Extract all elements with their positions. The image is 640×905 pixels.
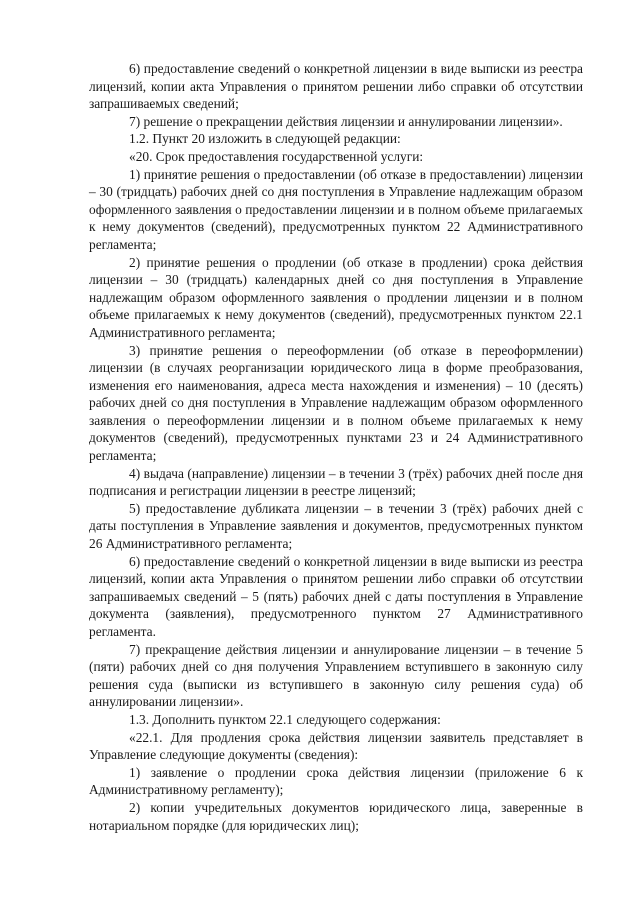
paragraph-20-item-7: 7) прекращение действия лицензии и аннулирование лицензии – в течение 5 (пяти) рабочих дней со дня получения Управлением вступившего в законную силу решения суда (выписки из вступившего в законную силу решения суда) об аннулировании лицензии». xyxy=(89,641,583,710)
paragraph-20-item-5: 5) предоставление дубликата лицензии – в течении 3 (трёх) рабочих дней с даты поступления в Управление заявления и документов, предусмотренных пунктом 26 Административного регламента; xyxy=(89,500,583,552)
paragraph-20-item-3: 3) принятие решения о переоформлении (об отказе в переоформлении) лицензии (в случаях реорганизации юридического лица в форме преобразования, изменения его наименования, адреса места нахождения и изменения) – 10 (десять) рабочих дней со дня поступления в Управление надлежащим образом оформленного заявления о переоформлении лицензии и в полном объеме прилагаемых к нему документов (сведений), предусмотренных пунктами 23 и 24 Административного регламента; xyxy=(89,342,583,464)
paragraph-7-termination: 7) решение о прекращении действия лицензии и аннулировании лицензии». xyxy=(129,113,563,129)
paragraph-22-1-item-1: 1) заявление о продлении срока действия лицензии (приложение 6 к Административному регламенту); xyxy=(89,764,583,798)
paragraph-1-2-heading: 1.2. Пункт 20 изложить в следующей редакции: xyxy=(129,131,401,147)
paragraph-1-3-heading: 1.3. Дополнить пунктом 22.1 следующего содержания: xyxy=(129,711,441,727)
paragraph-22-1-heading: «22.1. Для продления срока действия лицензии заявитель представляет в Управление следующие документы (сведения): xyxy=(89,729,583,763)
paragraph-20-heading: «20. Срок предоставления государственной услуги: xyxy=(129,148,424,164)
paragraph-20-item-1: 1) принятие решения о предоставлении (об отказе в предоставлении) лицензии – 30 (тридцать) рабочих дней со дня поступления в Управление надлежащим образом оформленного заявления о предоставлении лицензии и в полном объеме прилагаемых к нему документов (сведений), предусмотренных пунктом 22 Административного регламента; xyxy=(89,166,583,252)
paragraph-22-1-item-2: 2) копии учредительных документов юридического лица, заверенные в нотариальном порядке (для юридических лиц); xyxy=(89,799,583,833)
paragraph-20-item-4: 4) выдача (направление) лицензии – в течении 3 (трёх) рабочих дней после дня подписания и регистрации лицензии в реестре лицензий; xyxy=(89,465,583,499)
paragraph-20-item-2: 2) принятие решения о продлении (об отказе в продлении) срока действия лицензии – 30 (тридцать) календарных дней со дня поступления в Управление надлежащим образом оформленного заявления о продлении лицензии и в полном объеме прилагаемых к нему документов (сведений), предусмотренных пунктом 22.1 Административного регламента; xyxy=(89,254,583,340)
paragraph-6-extract: 6) предоставление сведений о конкретной лицензии в виде выписки из реестра лицензий, копии акта Управления о принятом решении либо справки об отсутствии запрашиваемых сведений; xyxy=(89,61,583,112)
paragraph-20-item-6: 6) предоставление сведений о конкретной лицензии в виде выписки из реестра лицензий, копии акта Управления о принятом решении либо справки об отсутствии запрашиваемых сведений – 5 (пять) рабочих дней с даты поступления в Управление документа (заявления), предусмотренного пунктом 27 Административного регламента. xyxy=(89,553,583,639)
